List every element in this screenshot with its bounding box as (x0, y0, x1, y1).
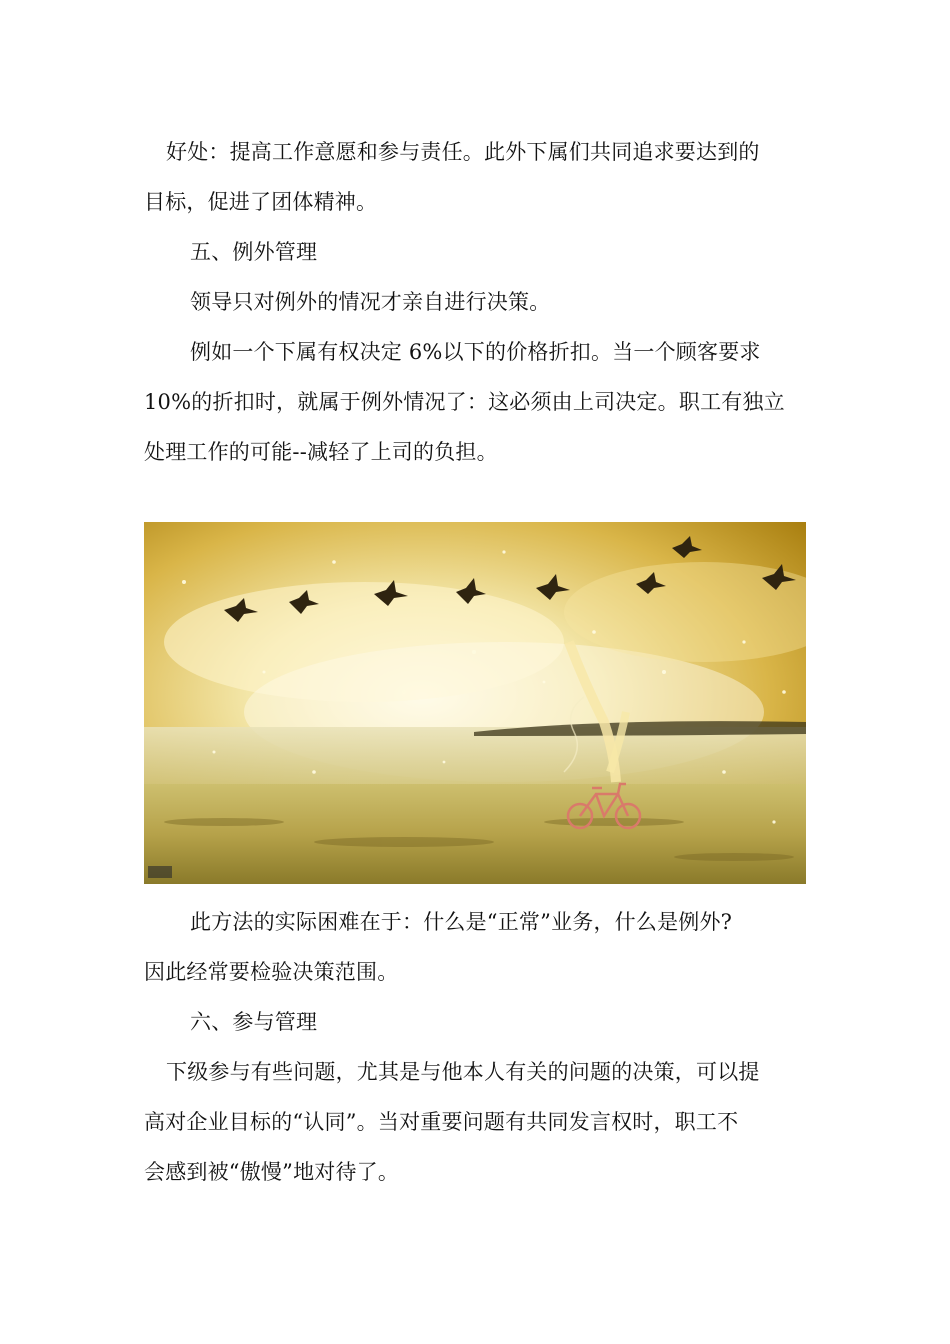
landscape-illustration-svg (144, 522, 806, 884)
section-6-body-line-1: 下级参与有些问题，尤其是与他本人有关的问题的决策，可以提 (166, 1060, 760, 1084)
section-5-difficulty-line-1: 此方法的实际困难在于：什么是“正常”业务，什么是例外? (190, 910, 733, 934)
paragraph-benefit-line-2: 目标，促进了团体精神。 (144, 190, 378, 214)
landscape-illustration (144, 522, 806, 884)
paragraph-benefit-line-1: 好处：提高工作意愿和参与责任。此外下属们共同追求要达到的 (166, 140, 760, 164)
section-5-heading: 五、例外管理 (190, 240, 318, 264)
section-5-example-line-3: 处理工作的可能--减轻了上司的负担。 (144, 440, 498, 464)
section-6-heading: 六、参与管理 (190, 1010, 318, 1034)
section-5-example-line-1: 例如一个下属有权决定 6%以下的价格折扣。当一个顾客要求 (190, 340, 761, 364)
section-5-difficulty-line-2: 因此经常要检验决策范围。 (144, 960, 399, 984)
section-5-definition: 领导只对例外的情况才亲自进行决策。 (190, 290, 551, 314)
section-5-example-line-2: 10%的折扣时，就属于例外情况了：这必须由上司决定。职工有独立 (144, 390, 785, 414)
section-6-body-line-2: 高对企业目标的“认同”。当对重要问题有共同发言权时，职工不 (144, 1110, 739, 1134)
section-6-body-line-3: 会感到被“傲慢”地对待了。 (144, 1160, 400, 1184)
